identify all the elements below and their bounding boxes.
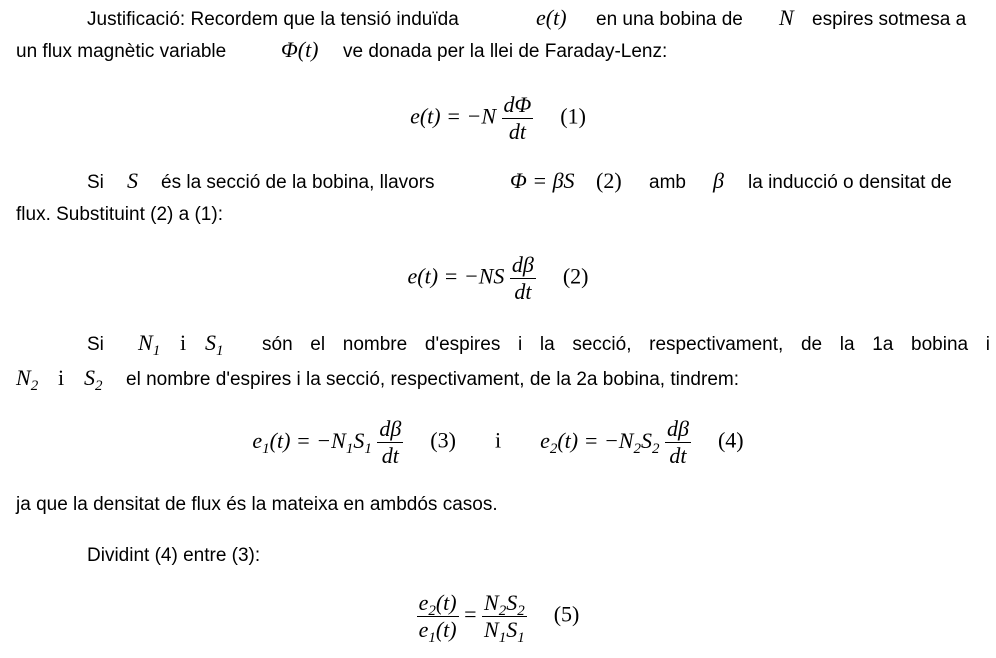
text: un flux magnètic variable <box>16 41 227 62</box>
text: espires sotmesa a <box>812 9 967 30</box>
equation-3-4 <box>0 416 996 469</box>
eq4-fraction <box>665 416 691 469</box>
text: ja que la densitat de flux és la mateixa en ambdós casos. <box>16 494 498 515</box>
eq3-numerator: dβ <box>379 416 402 441</box>
eq4-lhs: $e_2(t) = -N_2S_2$ <box>540 427 660 457</box>
equation-2 <box>0 252 996 305</box>
math-S2: $S_2$ <box>84 365 103 394</box>
eq1-numerator: dΦ <box>503 92 532 117</box>
text: flux. Substituint (2) a (1): <box>16 204 223 225</box>
eq2-tag: (2) <box>562 263 589 289</box>
eq3-lhs: $e_1(t) = -N_1S_1$ <box>252 427 372 457</box>
eq4-numerator: dβ <box>666 416 689 441</box>
text: en una bobina de <box>596 9 743 30</box>
text: la inducció o densitat de <box>748 172 952 193</box>
eq2-lhs: e(t) = −NS <box>407 263 505 289</box>
text: són el nombre d'espires i la secció, respectivament, de la 1a bobina i <box>262 334 990 355</box>
math-phi-t: Φ(t) <box>281 37 319 62</box>
text: Si <box>87 172 104 193</box>
equation-1 <box>0 92 996 145</box>
eq1-tag: (1) <box>560 103 586 129</box>
math-phi-beta-s: Φ = βS <box>510 168 575 193</box>
eq4-tag: (4) <box>717 427 744 453</box>
eq1-denominator: dt <box>508 119 526 144</box>
math-N2: $N_2$ <box>16 365 39 394</box>
eq3-denominator: dt <box>381 443 399 468</box>
eq2-denominator: dt <box>514 279 532 304</box>
text: el nombre d'espires i la secció, respectivament, de la 2a bobina, tindrem: <box>126 369 740 390</box>
math-N1: $N_1$ <box>138 330 161 359</box>
text: amb <box>649 172 686 193</box>
tag-2: (2) <box>596 168 622 193</box>
eq1-lhs: e(t) = −N <box>410 103 496 129</box>
math-i: i <box>58 365 65 390</box>
text: és la secció de la bobina, llavors <box>161 172 435 193</box>
eq3-tag: (3) <box>430 427 456 453</box>
equation-5: $\frac{e_2(t)}{e_1(t)}$ = $\frac{N_2S_2}{N_1S_1}$ (5) <box>418 590 580 646</box>
eq2-fraction <box>510 252 536 305</box>
eq5-left-fraction: $\frac{e_2(t)}{e_1(t)}$ <box>418 590 457 646</box>
text: Justificació: Recordem que la tensió induïda <box>87 9 459 30</box>
text: Si <box>87 334 104 355</box>
eq4-denominator: dt <box>669 443 687 468</box>
eq-conjunction: i <box>494 427 502 453</box>
text: Dividint (4) entre (3): <box>87 545 261 566</box>
math-S: S <box>127 168 138 193</box>
eq5-right-fraction: $\frac{N_2S_2}{N_1S_1}$ <box>484 590 525 646</box>
math-beta: β <box>713 168 724 193</box>
math-N: N <box>779 5 794 30</box>
math-S1: $S_1$ <box>205 330 224 359</box>
eq3-fraction <box>377 416 403 469</box>
math-i: i <box>180 330 187 355</box>
math-e-t: e(t) <box>536 5 567 30</box>
eq5-tag: (5) <box>553 601 580 627</box>
eq1-fraction <box>502 92 534 145</box>
eq2-numerator: dβ <box>511 252 534 277</box>
text: ve donada per la llei de Faraday-Lenz: <box>343 41 668 62</box>
